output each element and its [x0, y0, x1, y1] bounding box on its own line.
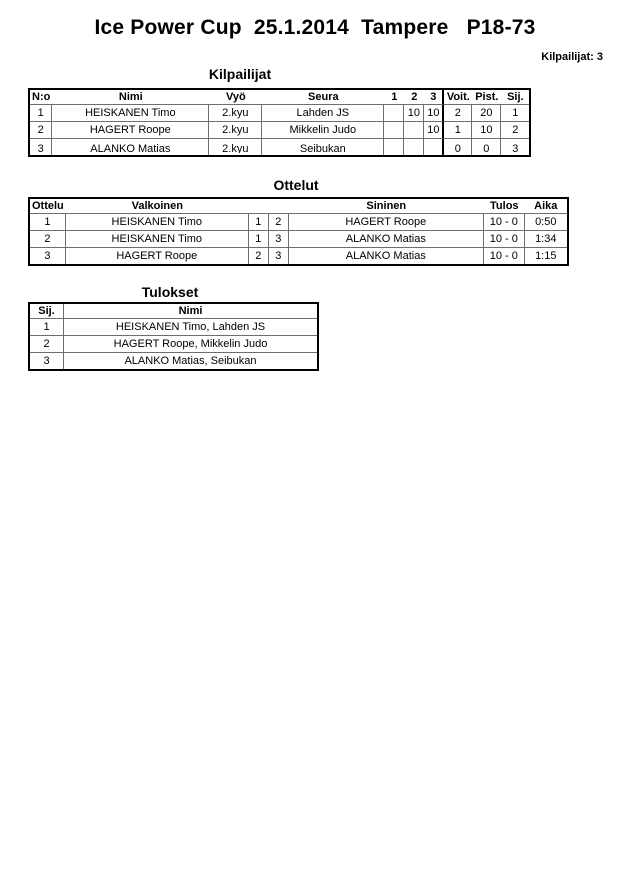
tulokset-table	[28, 302, 319, 371]
cell-nimi: ALANKO Matias, Seibukan	[124, 355, 257, 367]
cell-valkoinen: HEISKANEN Timo	[66, 214, 249, 231]
page-title: Ice Power Cup 25.1.2014 Tampere P18-73	[94, 16, 536, 39]
col-header-tulos: Tulos	[484, 199, 525, 214]
table-header-row	[30, 199, 567, 214]
col-header-sij: Sij.	[501, 90, 529, 105]
table-header-row	[30, 304, 317, 319]
col-header-valkoinen: Valkoinen	[66, 199, 249, 214]
cell-text: 0	[454, 142, 461, 153]
cell-tulos: 10 - 0	[484, 214, 525, 231]
cell-blue-number: 3	[269, 231, 289, 248]
cell-ottelu: 2	[30, 231, 66, 248]
col-header-no: N:o	[32, 91, 51, 103]
cell-ottelu: 1	[30, 214, 66, 231]
cell-tulos: 10 - 0	[484, 248, 525, 264]
cell-valkoinen: HEISKANEN Timo	[66, 231, 249, 248]
cell-seura: Lahden JS	[262, 105, 384, 122]
cell-sij: 1	[501, 105, 529, 122]
cell-seura: Mikkelin Judo	[262, 122, 384, 139]
cell-nimi: HAGERT Roope	[52, 122, 209, 139]
cell-voit: 1	[444, 122, 472, 139]
cell-aika: 0:50	[525, 214, 567, 231]
col-header-vyo: Vyö	[209, 90, 262, 105]
cell-sij: 3	[30, 353, 64, 369]
cell-no: 1	[30, 105, 52, 122]
ottelut-heading: Ottelut	[273, 177, 319, 193]
col-header-aika: Aika	[525, 199, 567, 214]
table-row	[30, 214, 567, 231]
col-header-white-number	[249, 199, 269, 214]
cell-nimi: HEISKANEN Timo	[52, 105, 209, 122]
col-header-nimi: Nimi	[52, 90, 209, 105]
col-header-match1: 1	[384, 90, 404, 105]
table-row	[30, 248, 567, 264]
cell-pist	[472, 139, 501, 155]
cell-match2	[404, 139, 424, 155]
cell-white-number: 1	[249, 214, 269, 231]
cell-match1	[384, 122, 404, 139]
cell-voit: 2	[444, 105, 472, 122]
cell-match3	[424, 139, 444, 155]
cell-sininen: ALANKO Matias	[289, 231, 484, 248]
cell-nimi: HEISKANEN Timo, Lahden JS	[64, 319, 317, 336]
cell-vyo: 2.kyu	[209, 105, 262, 122]
table-row	[30, 139, 529, 155]
cell-seura	[262, 139, 384, 155]
cell-sij	[501, 139, 529, 155]
col-header-match2: 2	[404, 90, 424, 105]
cell-match2: 10	[404, 105, 424, 122]
cell-aika: 1:15	[535, 250, 557, 262]
cell-text: 3	[512, 142, 519, 153]
cell-sininen: HAGERT Roope	[289, 214, 484, 231]
cell-text: 3	[37, 142, 44, 153]
cell-sij: 2	[30, 336, 64, 353]
cell-match2	[404, 122, 424, 139]
tulokset-heading: Tulokset	[141, 284, 199, 300]
competitor-count-label: Kilpailijat: 3	[541, 51, 603, 63]
cell-no: 2	[30, 122, 52, 139]
cell-voit	[444, 139, 472, 155]
col-header-sininen: Sininen	[289, 199, 484, 214]
cell-nimi: HAGERT Roope, Mikkelin Judo	[64, 336, 317, 353]
cell-white-number: 2	[249, 248, 269, 264]
col-header-nimi: Nimi	[64, 304, 317, 319]
col-header-blue-number	[269, 199, 289, 214]
kilpailijat-heading: Kilpailijat	[208, 66, 272, 82]
kilpailijat-table	[28, 88, 531, 157]
cell-sij: 1	[30, 319, 64, 336]
col-header-voit: Voit.	[444, 90, 472, 105]
cell-text: 0	[483, 142, 490, 153]
table-row	[30, 231, 567, 248]
col-header-ottelu: Ottelu	[32, 200, 64, 212]
cell-vyo: 2.kyu	[209, 122, 262, 139]
cell-nimi	[52, 139, 209, 155]
cell-pist: 10	[472, 122, 501, 139]
cell-no	[30, 139, 52, 155]
cell-sininen: ALANKO Matias	[289, 248, 484, 264]
cell-match3: 10	[424, 122, 444, 139]
col-header-pist: Pist.	[472, 90, 501, 105]
cell-ottelu: 3	[30, 248, 66, 264]
cell-vyo	[209, 139, 262, 155]
table-header-row	[30, 90, 529, 105]
cell-text: 2.kyu	[222, 142, 249, 153]
table-row	[30, 122, 529, 139]
table-row	[30, 353, 317, 369]
cell-blue-number: 2	[269, 214, 289, 231]
cell-tulos: 10 - 0	[484, 231, 525, 248]
cell-white-number: 1	[249, 231, 269, 248]
col-header-match3: 3	[424, 90, 444, 105]
cell-match1	[384, 105, 404, 122]
table-row	[30, 105, 529, 122]
cell-match1	[384, 139, 404, 155]
cell-pist: 20	[472, 105, 501, 122]
col-header-sij: Sij.	[30, 304, 64, 319]
cell-valkoinen: HAGERT Roope	[66, 248, 249, 264]
cell-sij: 2	[501, 122, 529, 139]
cell-text: ALANKO Matias	[90, 142, 171, 153]
cell-text: Seibukan	[299, 142, 346, 153]
cell-match3: 10	[424, 105, 444, 122]
cell-aika: 1:34	[525, 231, 567, 248]
ottelut-table	[28, 197, 569, 266]
table-row	[30, 319, 317, 336]
table-row	[30, 336, 317, 353]
col-header-seura: Seura	[262, 90, 384, 105]
cell-blue-number: 3	[269, 248, 289, 264]
